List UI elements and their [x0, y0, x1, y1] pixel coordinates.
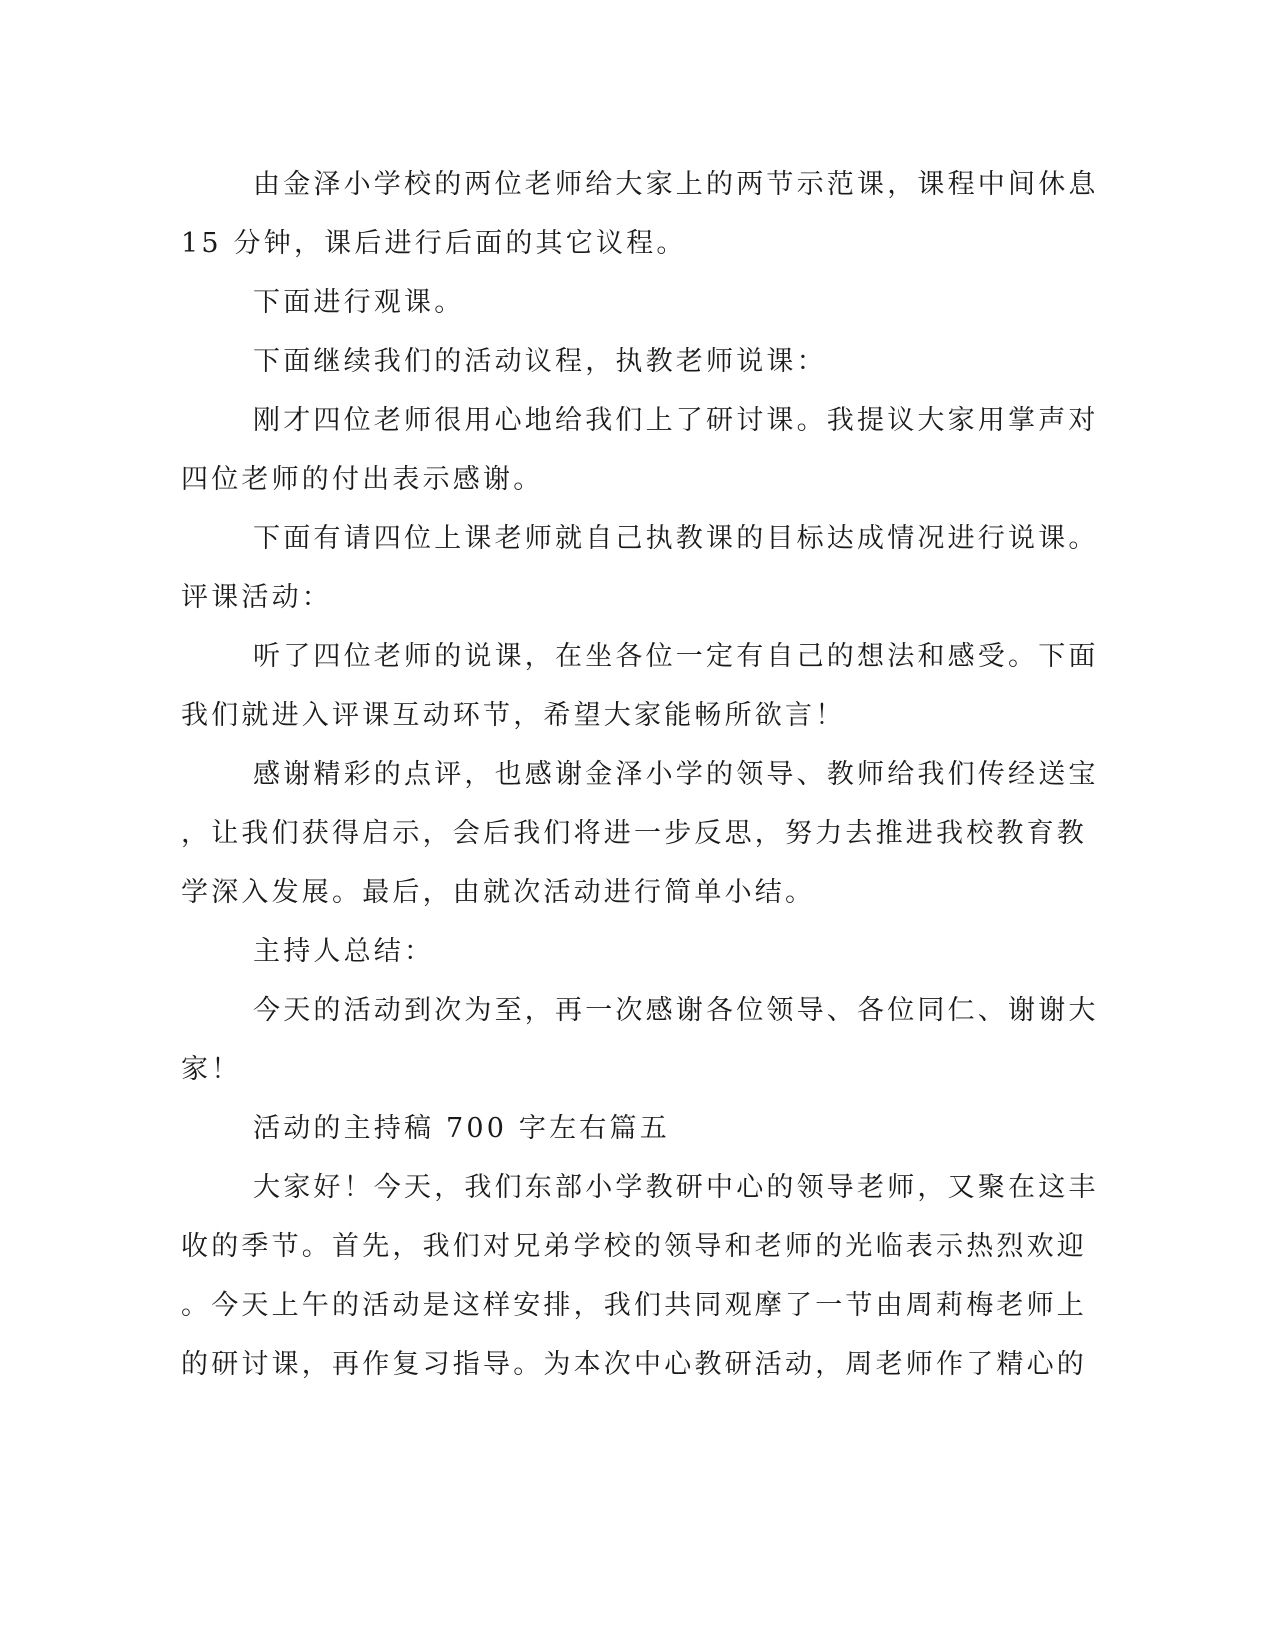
text-line: 学深入发展。最后，由就次活动进行简单小结。 [181, 877, 816, 908]
text-line: 四位老师的付出表示感谢。 [181, 464, 544, 495]
text-line: 听了四位老师的说课，在坐各位一定有自己的想法和感受。下面 [253, 641, 1099, 672]
text-line: 下面继续我们的活动议程，执教老师说课： [253, 346, 827, 377]
text-line: 评课活动： [181, 582, 332, 613]
text-line: 感谢精彩的点评，也感谢金泽小学的领导、教师给我们传经送宝 [253, 759, 1099, 790]
text-line: 今天的活动到次为至，再一次感谢各位领导、各位同仁、谢谢大 [253, 995, 1099, 1026]
text-line: 大家好！今天，我们东部小学教研中心的领导老师，又聚在这丰 [253, 1172, 1099, 1203]
text-line: 刚才四位老师很用心地给我们上了研讨课。我提议大家用掌声对 [253, 405, 1099, 436]
document-body [181, 155, 1099, 1394]
section-heading: 活动的主持稿 700 字左右篇五 [253, 1113, 670, 1144]
text-line: 下面进行观课。 [253, 287, 465, 318]
text-line: 收的季节。首先，我们对兄弟学校的领导和老师的光临表示热烈欢迎 [181, 1231, 1087, 1262]
text-line: 主持人总结： [253, 936, 435, 967]
text-line: 的研讨课，再作复习指导。为本次中心教研活动，周老师作了精心的 [181, 1349, 1087, 1380]
text-line: ，让我们获得启示，会后我们将进一步反思，努力去推进我校教育教 [181, 818, 1087, 849]
text-line: 下面有请四位上课老师就自己执教课的目标达成情况进行说课。 [253, 523, 1099, 554]
text-line: 由金泽小学校的两位老师给大家上的两节示范课，课程中间休息 [253, 169, 1099, 200]
text-line: 我们就进入评课互动环节，希望大家能畅所欲言！ [181, 700, 846, 731]
text-line: 。今天上午的活动是这样安排，我们共同观摩了一节由周莉梅老师上 [181, 1290, 1087, 1321]
text-line: 家！ [181, 1054, 242, 1085]
text-line: 15 分钟，课后进行后面的其它议程。 [181, 228, 687, 259]
